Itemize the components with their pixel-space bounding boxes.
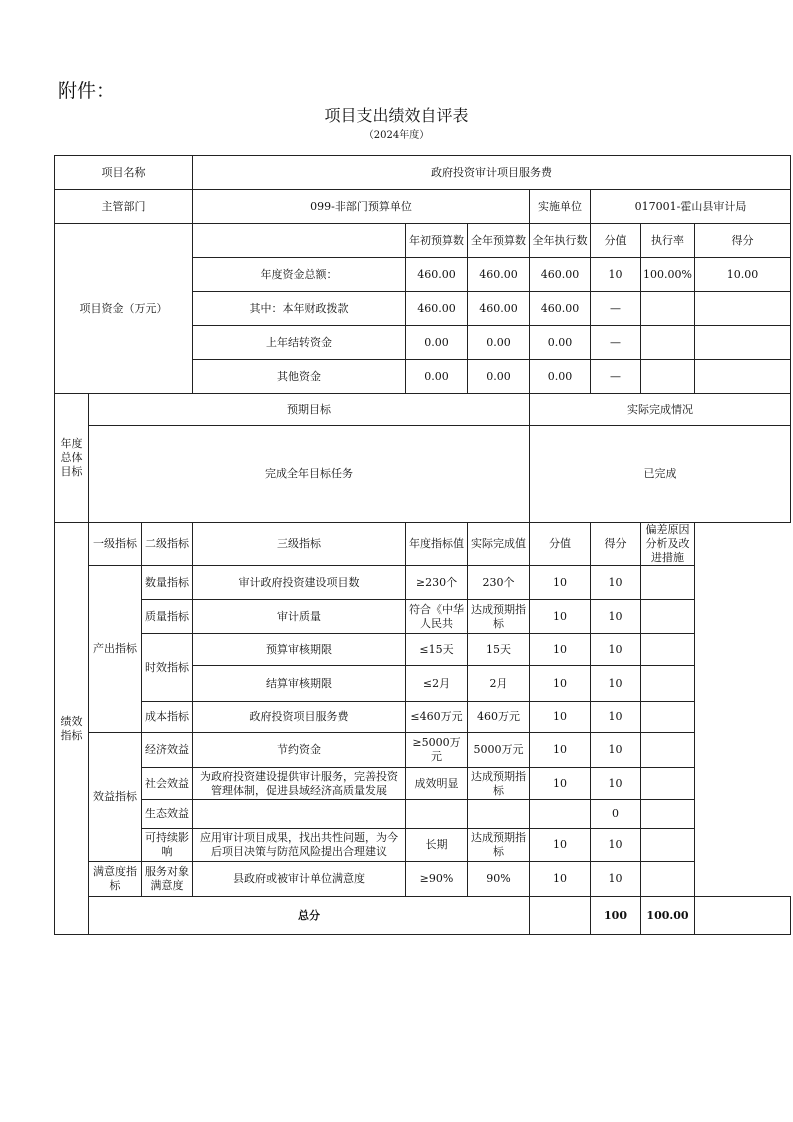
expected-goal-header: 预期目标 bbox=[89, 394, 530, 426]
funds-initial: 0.00 bbox=[406, 326, 468, 360]
funds-row-name: 年度资金总额： bbox=[193, 258, 406, 292]
indicator-header: 三级指标 bbox=[193, 523, 406, 566]
timeliness-indicator-label: 时效指标 bbox=[142, 634, 193, 702]
weight-value: 10 bbox=[530, 829, 591, 862]
funds-rate bbox=[641, 326, 695, 360]
actual-value: 达成预期指标 bbox=[468, 768, 530, 800]
indicator-header: 一级指标 bbox=[89, 523, 142, 566]
dept-value: 099-非部门预算单位 bbox=[193, 190, 530, 224]
target-value bbox=[406, 800, 468, 829]
weight-value: 10 bbox=[530, 733, 591, 768]
l3-indicator bbox=[193, 800, 406, 829]
actual-value: 90% bbox=[468, 862, 530, 897]
funds-col-header: 得分 bbox=[694, 224, 790, 258]
funds-col-header: 执行率 bbox=[641, 224, 695, 258]
l3-indicator: 结算审核期限 bbox=[193, 666, 406, 702]
l2-indicator: 生态效益 bbox=[142, 800, 193, 829]
actual-value: 460万元 bbox=[468, 702, 530, 733]
deviation-note bbox=[641, 634, 695, 666]
funds-score bbox=[694, 360, 790, 394]
indicator-header: 年度指标值 bbox=[406, 523, 468, 566]
l3-indicator: 审计质量 bbox=[193, 600, 406, 634]
deviation-note bbox=[641, 600, 695, 634]
target-value: ≥90% bbox=[406, 862, 468, 897]
funds-weight: — bbox=[591, 360, 641, 394]
weight-value: 10 bbox=[530, 666, 591, 702]
target-value: ≥5000万元 bbox=[406, 733, 468, 768]
impl-label: 实施单位 bbox=[530, 190, 591, 224]
indicators-label: 绩效指标 bbox=[55, 523, 89, 935]
funds-rate bbox=[641, 292, 695, 326]
score-value: 10 bbox=[591, 702, 641, 733]
funds-executed: 0.00 bbox=[530, 326, 591, 360]
benefit-indicator-label: 效益指标 bbox=[89, 733, 142, 862]
l3-indicator: 预算审核期限 bbox=[193, 634, 406, 666]
score-value: 10 bbox=[591, 666, 641, 702]
deviation-note bbox=[641, 733, 695, 768]
actual-value: 2月 bbox=[468, 666, 530, 702]
l2-indicator: 服务对象满意度 bbox=[142, 862, 193, 897]
funds-annual: 0.00 bbox=[468, 326, 530, 360]
year-subtitle: （2024年度） bbox=[363, 130, 430, 141]
indicator-header: 得分 bbox=[591, 523, 641, 566]
table-row bbox=[55, 702, 791, 733]
total-blank bbox=[530, 897, 591, 935]
deviation-note bbox=[641, 566, 695, 600]
actual-goal-header: 实际完成情况 bbox=[530, 394, 791, 426]
dept-label: 主管部门 bbox=[55, 190, 193, 224]
actual-value: 15天 bbox=[468, 634, 530, 666]
table-row bbox=[55, 800, 791, 829]
weight-value: 10 bbox=[530, 702, 591, 733]
deviation-note bbox=[641, 702, 695, 733]
total-weight: 100 bbox=[591, 897, 641, 935]
score-value: 10 bbox=[591, 862, 641, 897]
target-value: 成效明显 bbox=[406, 768, 468, 800]
project-name-value: 政府投资审计项目服务费 bbox=[193, 156, 791, 190]
funds-rate: 100.00% bbox=[641, 258, 695, 292]
weight-value: 10 bbox=[530, 862, 591, 897]
funds-score: 10.00 bbox=[694, 258, 790, 292]
target-value: ≥230个 bbox=[406, 566, 468, 600]
score-value: 10 bbox=[591, 829, 641, 862]
total-note bbox=[694, 897, 790, 935]
funds-score bbox=[694, 326, 790, 360]
target-value: ≤15天 bbox=[406, 634, 468, 666]
weight-value: 10 bbox=[530, 634, 591, 666]
funds-weight: 10 bbox=[591, 258, 641, 292]
table-row bbox=[55, 600, 791, 634]
l3-indicator: 县政府或被审计单位满意度 bbox=[193, 862, 406, 897]
l3-indicator: 应用审计项目成果，找出共性问题，为今后项目决策与防范风险提出合理建议 bbox=[193, 829, 406, 862]
funds-col-header: 分值 bbox=[591, 224, 641, 258]
l2-indicator: 质量指标 bbox=[142, 600, 193, 634]
funds-header-blank bbox=[193, 224, 406, 258]
target-value: 长期 bbox=[406, 829, 468, 862]
table-row bbox=[55, 829, 791, 862]
l2-indicator: 成本指标 bbox=[142, 702, 193, 733]
actual-value: 达成预期指标 bbox=[468, 600, 530, 634]
funds-rate bbox=[641, 360, 695, 394]
actual-value bbox=[468, 800, 530, 829]
funds-col-header: 全年执行数 bbox=[530, 224, 591, 258]
project-name-label: 项目名称 bbox=[55, 156, 193, 190]
target-value: ≤460万元 bbox=[406, 702, 468, 733]
weight-value: 10 bbox=[530, 600, 591, 634]
funds-col-header: 全年预算数 bbox=[468, 224, 530, 258]
impl-value: 017001-霍山县审计局 bbox=[591, 190, 791, 224]
goals-label: 年度总体目标 bbox=[55, 394, 89, 523]
indicator-header: 二级指标 bbox=[142, 523, 193, 566]
l2-indicator: 社会效益 bbox=[142, 768, 193, 800]
total-score: 100.00 bbox=[641, 897, 695, 935]
table-row bbox=[55, 634, 791, 666]
l3-indicator: 政府投资项目服务费 bbox=[193, 702, 406, 733]
l3-indicator: 节约资金 bbox=[193, 733, 406, 768]
funds-row-name: 其他资金 bbox=[193, 360, 406, 394]
funds-row-name: 上年结转资金 bbox=[193, 326, 406, 360]
funds-initial: 0.00 bbox=[406, 360, 468, 394]
funds-weight: — bbox=[591, 292, 641, 326]
target-value: 符合《中华人民共 bbox=[409, 602, 464, 630]
funds-col-header: 年初预算数 bbox=[406, 224, 468, 258]
total-label: 总分 bbox=[89, 897, 530, 935]
funds-annual: 460.00 bbox=[468, 258, 530, 292]
target-value: ≤2月 bbox=[406, 666, 468, 702]
page-title: 项目支出绩效自评表 bbox=[324, 106, 469, 125]
score-value: 10 bbox=[591, 600, 641, 634]
funds-label: 项目资金（万元） bbox=[55, 224, 193, 394]
deviation-note bbox=[641, 666, 695, 702]
expected-goal: 完成全年目标任务 bbox=[89, 426, 530, 523]
weight-value: 10 bbox=[530, 768, 591, 800]
actual-value: 5000万元 bbox=[468, 733, 530, 768]
l3-indicator: 审计政府投资建设项目数 bbox=[193, 566, 406, 600]
funds-initial: 460.00 bbox=[406, 258, 468, 292]
output-indicator-label: 产出指标 bbox=[89, 566, 142, 733]
deviation-note bbox=[641, 800, 695, 829]
funds-initial: 460.00 bbox=[406, 292, 468, 326]
funds-row-name: 其中：本年财政拨款 bbox=[193, 292, 406, 326]
actual-goal: 已完成 bbox=[530, 426, 791, 523]
funds-weight: — bbox=[591, 326, 641, 360]
deviation-note bbox=[641, 862, 695, 897]
l2-indicator: 经济效益 bbox=[142, 733, 193, 768]
deviation-note bbox=[641, 768, 695, 800]
self-evaluation-table bbox=[54, 155, 791, 935]
weight-value: 10 bbox=[530, 566, 591, 600]
score-value: 10 bbox=[591, 566, 641, 600]
table-row bbox=[55, 566, 791, 600]
funds-annual: 460.00 bbox=[468, 292, 530, 326]
actual-value: 达成预期指标 bbox=[468, 829, 530, 862]
funds-score bbox=[694, 292, 790, 326]
weight-value bbox=[530, 800, 591, 829]
satisfaction-indicator-label: 满意度指标 bbox=[89, 862, 142, 897]
attachment-label: 附件： bbox=[58, 80, 116, 102]
deviation-note bbox=[641, 829, 695, 862]
funds-annual: 0.00 bbox=[468, 360, 530, 394]
indicator-header: 分值 bbox=[530, 523, 591, 566]
score-value: 0 bbox=[591, 800, 641, 829]
l2-indicator: 数量指标 bbox=[142, 566, 193, 600]
table-row bbox=[55, 768, 791, 800]
funds-executed: 460.00 bbox=[530, 292, 591, 326]
table-row bbox=[55, 733, 791, 768]
score-value: 10 bbox=[591, 634, 641, 666]
l3-indicator: 为政府投资建设提供审计服务，完善投资管理体制，促进县域经济高质量发展 bbox=[193, 768, 406, 800]
score-value: 10 bbox=[591, 768, 641, 800]
indicator-header: 实际完成值 bbox=[468, 523, 530, 566]
l2-indicator: 可持续影响 bbox=[142, 829, 193, 862]
actual-value: 230个 bbox=[468, 566, 530, 600]
funds-executed: 460.00 bbox=[530, 258, 591, 292]
indicator-header: 偏差原因分析及改进措施 bbox=[641, 523, 695, 566]
table-row bbox=[55, 862, 791, 897]
funds-executed: 0.00 bbox=[530, 360, 591, 394]
score-value: 10 bbox=[591, 733, 641, 768]
